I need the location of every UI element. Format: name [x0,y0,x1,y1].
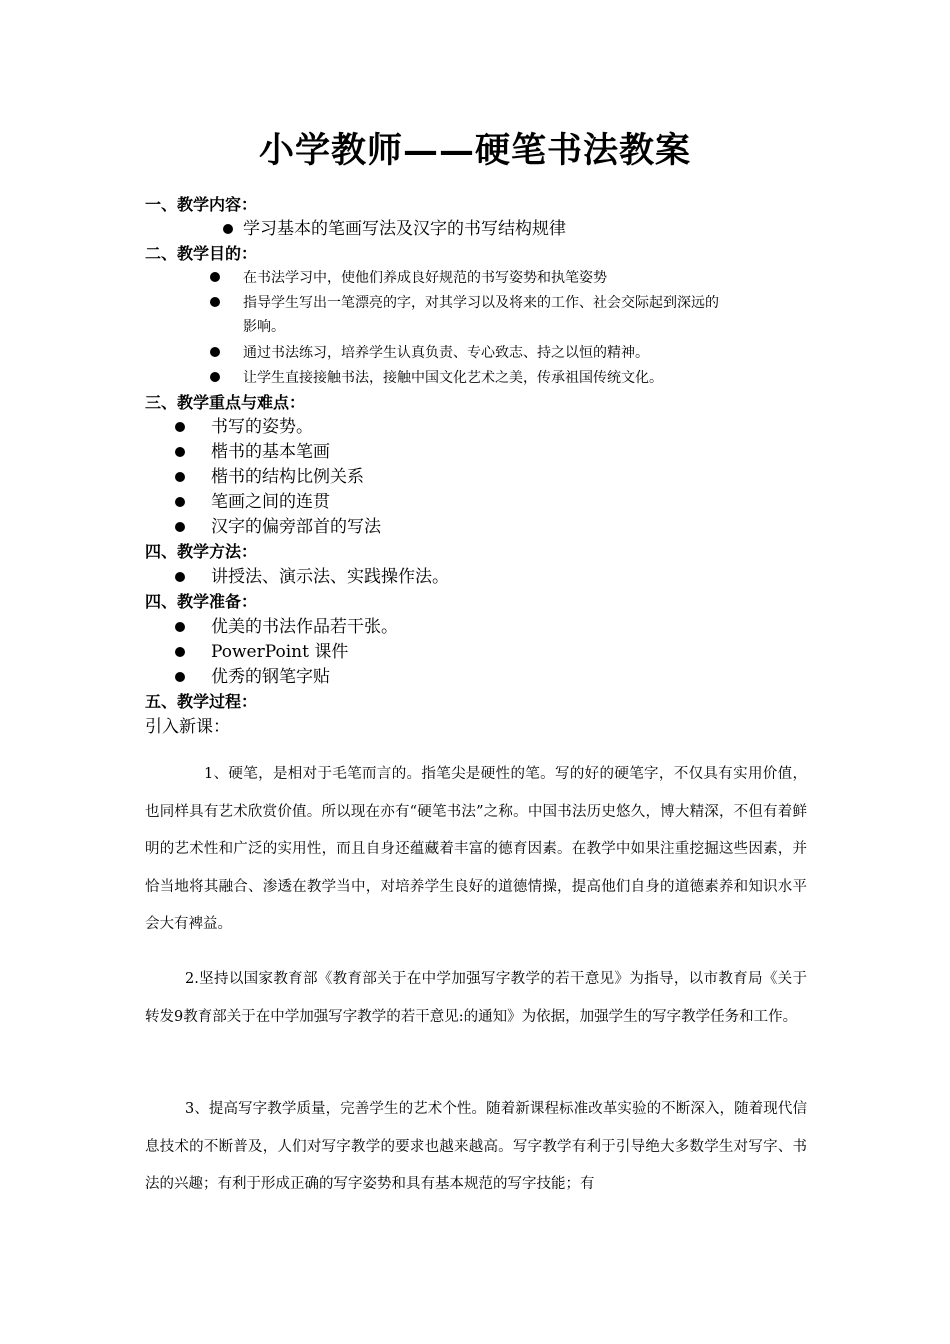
list-item: 优美的书法作品若干张。 [211,617,398,637]
page-title: 小学教师——硬笔书法教案 [258,130,691,171]
list-item: 优秀的钢笔字贴 [211,667,330,687]
paragraph-text: 3、提高写字教学质量，完善学生的艺术个性。随着新课程标准改革实验的不断深入，随着现代信息技术的不断普及，人们对写字教学的要求也越来越高。写字教学有利于引导绝大多数学生对写字、书法的兴趣；有利于形成正确的写字姿势和具有基本规范的写字技能；有 [145,1101,807,1192]
section-heading-key-points: 三、教学重点与难点： [145,393,306,412]
section-heading-purpose: 二、教学目的： [145,244,258,263]
section-heading-process: 五、教学过程： [145,692,258,711]
bullet-icon [175,472,185,482]
paragraph-text: 1、硬笔，是相对于毛笔而言的。指笔尖是硬性的笔。写的好的硬笔字，不仅具有实用价值，也同样具有艺术欣赏价值。所以现在亦有“硬笔书法”之称。中国书法历史悠久，博大精深，不但有着鲜明的艺术性和广泛的实用性，而且自身还蕴藏着丰富的德育因素。在教学中如果注重挖掘这些因素，并恰当地将其融合、渗透在教学当中，对培养学生良好的道德情操，提高他们自身的道德素养和知识水平会大有裨益。 [145,766,807,932]
bullet-icon [210,297,220,307]
list-item: 楷书的结构比例关系 [211,467,364,487]
bullet-icon [175,647,185,657]
body-paragraph [145,1091,807,1204]
list-item: 笔画之间的连贯 [211,492,330,512]
list-item: 学习基本的笔画写法及汉字的书写结构规律 [243,219,566,239]
list-item: 讲授法、演示法、实践操作法。 [211,567,449,587]
list-item: PowerPoint 课件 [211,642,349,662]
list-item: 汉字的偏旁部首的写法 [211,517,381,537]
section-heading-preparation: 四、教学准备： [145,592,258,611]
body-paragraph [145,961,807,1036]
bullet-icon [175,447,185,457]
list-item: 让学生直接接触书法，接触中国文化艺术之美，传承祖国传统文化。 [243,370,663,386]
paragraph-text: 2.坚持以国家教育部《教育部关于在中学加强写字教学的若干意见》为指导，以市教育局《关于转发9教育部关于在中学加强写字教学的若干意见:的通知》为依据，加强学生的写字教学任务和工作。 [145,971,807,1025]
list-item: 楷书的基本笔画 [211,442,330,462]
bullet-icon [175,672,185,682]
section-heading-methods: 四、教学方法： [145,542,258,561]
bullet-icon [175,622,185,632]
bullet-icon [210,372,220,382]
list-item: 书写的姿势。 [211,417,313,437]
bullet-icon [210,272,220,282]
list-item: 通过书法练习，培养学生认真负责、专心致志、持之以恒的精神。 [243,345,649,361]
bullet-icon [175,422,185,432]
body-paragraph [145,756,807,944]
section-heading-content: 一、教学内容： [145,195,258,214]
list-item: 在书法学习中，使他们养成良好规范的书写姿势和执笔姿势 [243,270,607,286]
list-item-continuation: 影响。 [243,319,285,335]
bullet-icon [175,522,185,532]
intro-label: 引入新课： [145,717,230,737]
bullet-icon [223,224,233,234]
bullet-icon [175,497,185,507]
list-item: 指导学生写出一笔漂亮的字，对其学习以及将来的工作、社会交际起到深远的 [243,295,719,311]
bullet-icon [210,347,220,357]
bullet-icon [175,572,185,582]
